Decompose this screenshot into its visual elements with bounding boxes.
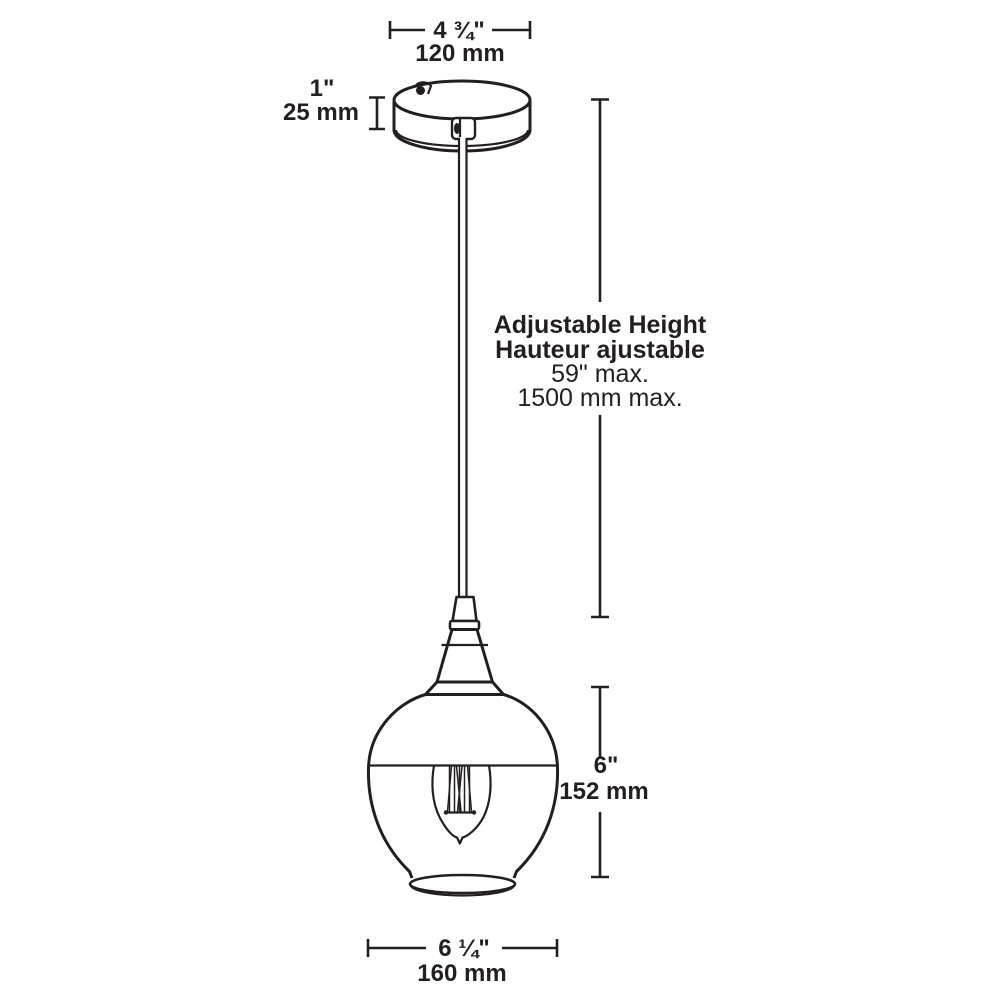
adjustable-height-dimension	[494, 100, 707, 618]
shade-outline-left	[368, 695, 425, 879]
shade-fitter-flange	[426, 682, 504, 695]
canopy-width-metric-label: 120 mm	[415, 40, 505, 67]
shade-width-metric-label: 160 mm	[417, 960, 507, 987]
socket-assembly	[426, 597, 504, 695]
edison-bulb	[410, 766, 515, 896]
shade-height-metric-label: 152 mm	[559, 778, 649, 805]
shade-outline-right	[504, 695, 558, 879]
bulb-filament	[444, 766, 476, 815]
canopy-height-dimension	[283, 75, 385, 129]
cord-grip	[453, 597, 477, 621]
canopy-height-dim-line	[369, 98, 385, 130]
socket-cover	[437, 630, 493, 683]
adjustable-height-title-en: Adjustable Height	[493, 311, 707, 339]
shade-width-dimension	[368, 935, 557, 987]
canopy-height-imperial-label: 1"	[309, 75, 335, 102]
canopy-width-dimension	[390, 17, 530, 67]
canopy-height-metric-label: 25 mm	[282, 99, 360, 126]
canopy-cord-nut	[452, 118, 475, 139]
adjustable-height-imperial-label: 59" max.	[551, 360, 649, 388]
adjustable-height-metric-label: 1500 mm max.	[517, 384, 683, 412]
shade-bottom-rim	[410, 875, 515, 895]
shade-height-imperial-label: 6"	[593, 752, 619, 779]
canopy-top-face	[394, 81, 530, 119]
adjustable-height-title-fr: Hauteur ajustable	[495, 336, 705, 364]
glass-shade	[368, 695, 557, 879]
power-cord	[459, 137, 467, 598]
shade-height-dimension	[559, 687, 648, 877]
shade-width-imperial-label: 6 ¼"	[438, 935, 490, 962]
canopy-width-imperial-label: 4 ¾"	[433, 17, 485, 44]
